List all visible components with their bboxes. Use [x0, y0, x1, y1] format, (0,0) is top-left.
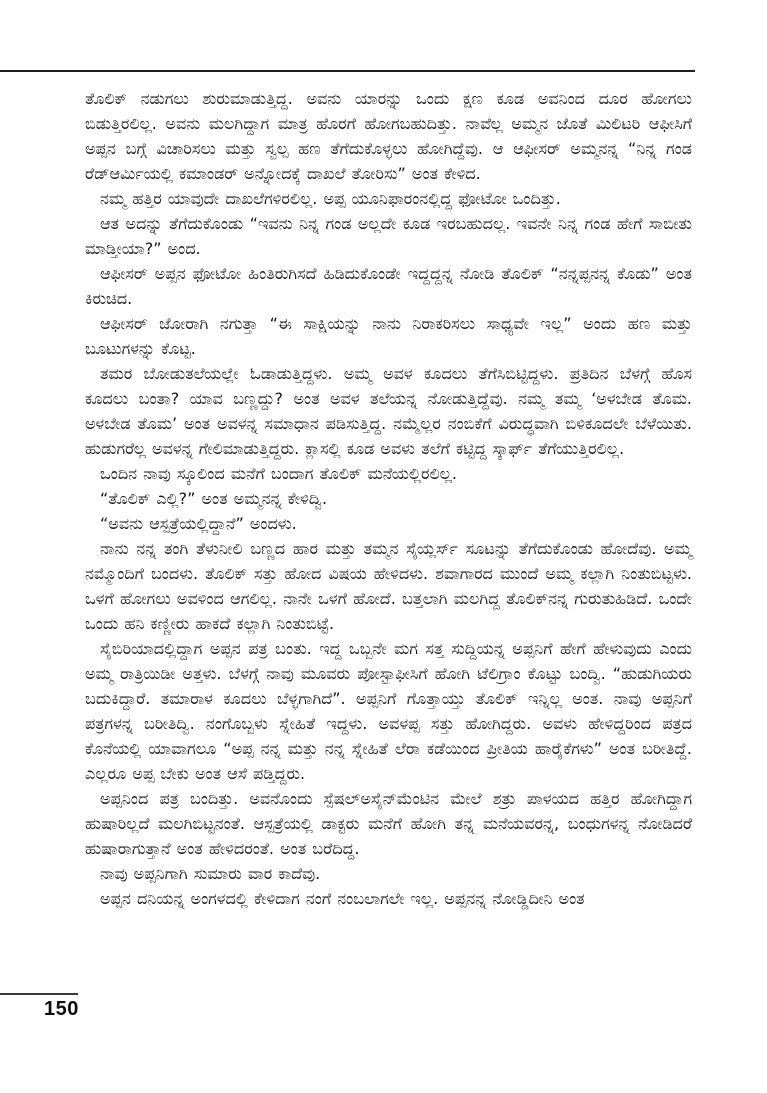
paragraph: ನಮ್ಮ ಹತ್ತಿರ ಯಾವುದೇ ದಾಖಲೆಗಳಿರಲಿಲ್ಲ. ಅಪ್ಪ ಯೂನಿಫಾರಂನಲ್ಲಿದ್ದ ಫೋಟೋ ಒಂದಿತ್ತು. — [100, 189, 561, 208]
paragraph: ಒಂದಿನ ನಾವು ಸ್ಕೂಲಿಂದ ಮನೆಗೆ ಬಂದಾಗ ತೊಲಿಕ್ ಮನೆಯಲ್ಲಿರಲಿಲ್ಲ. — [100, 464, 458, 483]
paragraph: ನಾನು ನನ್ನ ತಂಗಿ ತೆಳುನೀಲಿ ಬಣ್ಣದ ಹಾರ ಮತ್ತು ತಮ್ಮನ ಸೈಯ್ಲರ್ಸ್ ಸೂಟನ್ನು ತೆಗೆದುಕೊಂಡು ಹೋದೆವು. ಅಮ್ಮ ನಮ್ಮೊಂದಿಗೆ ಬಂದಳು. ತೊಲಿಕ್ ಸತ್ತು ಹೋದ ವಿಷಯ ಹೇಳಿದಳು. ಶವಾಗಾರದ ಮುಂದೆ ಅಮ್ಮ ಕಲ್ಲಾಗಿ ನಿಂತುಬಿಟ್ಟಳು. ಒಳಗೆ ಹೋಗಲು ಅವಳಿಂದ ಆಗಲಿಲ್ಲ. ನಾನೇ ಒಳಗೆ ಹೋದೆ. ಬತ್ತಲಾಗಿ ಮಲಗಿದ್ದ ತೊಲಿಕ್‌ನನ್ನ ಗುರುತುಹಿಡಿದೆ. ಒಂದೇ ಒಂದು ಹನಿ ಕಣ್ಣೀರು ಹಾಕದೆ ಕಲ್ಲಾಗಿ ನಿಂತುಬಿಟ್ಟೆ. — [85, 539, 692, 633]
paragraph: ಆಫೀಸರ್ ಜೋರಾಗಿ ನಗುತ್ತಾ “ಈ ಸಾಕ್ಷಿಯನ್ನು ನಾನು ನಿರಾಕರಿಸಲು ಸಾಧ್ಯವೇ ಇಲ್ಲ” ಅಂದು ಹಣ ಮತ್ತು ಬೂಟುಗಳನ್ನು ಕೊಟ್ಟ. — [85, 314, 692, 358]
paragraph: “ತೊಲಿಕ್ ಎಲ್ಲಿ?” ಅಂತ ಅಮ್ಮನನ್ನ ಕೇಳಿದ್ವಿ. — [100, 489, 328, 508]
paragraph: ಸೈಬಿರಿಯಾದಲ್ಲಿದ್ದಾಗ ಅಪ್ಪನ ಪತ್ರ ಬಂತು. ಇದ್ದ ಒಬ್ಬನೇ ಮಗ ಸತ್ತ ಸುದ್ದಿಯನ್ನ ಅಪ್ಪನಿಗೆ ಹೇಗೆ ಹೇಳುವುದು ಎಂದು ಅಮ್ಮ ರಾತ್ರಿಯಿಡೀ ಅತ್ತಳು. ಬೆಳಗ್ಗೆ ನಾವು ಮೂವರು ಪೋಸ್ಟಾಫೀಸಿಗೆ ಹೋಗಿ ಟೆಲಿಗ್ರಾಂ ಕೊಟ್ಟು ಬಂದ್ವಿ. “ಹುಡುಗಿಯರು ಬದುಕಿದ್ದಾರೆ. ತಮಾರಾಳ ಕೂದಲು ಬೆಳ್ಳಗಾಗಿದೆ”. ಅಪ್ಪನಿಗೆ ಗೊತ್ತಾಯ್ತು ತೊಲಿಕ್ ಇನ್ನಿಲ್ಲ ಅಂತ. ನಾವು ಅಪ್ಪನಿಗೆ ಪತ್ರಗಳನ್ನ ಬರೀತಿದ್ವಿ. ನಂಗೊಬ್ಬಳು ಸ್ನೇಹಿತೆ ಇದ್ದಳು. ಅವಳಪ್ಪ ಸತ್ತು ಹೋಗಿದ್ದರು. ಅವಳು ಹೇಳಿದ್ದರಿಂದ ಪತ್ರದ ಕೊನೆಯಲ್ಲಿ ಯಾವಾಗಲೂ “ಅಪ್ಪ ನನ್ನ ಮತ್ತು ನನ್ನ ಸ್ನೇಹಿತೆ ಲೆರಾ ಕಡೆಯಿಂದ ಪ್ರೀತಿಯ ಹಾರೈಕೆಗಳು” ಅಂತ ಬರೀತಿದ್ದೆ. ಎಲ್ಲರೂ ಅಪ್ಪ ಬೇಕು ಅಂತ ಆಸೆ ಪಡ್ತಿದ್ದರು. — [85, 639, 692, 783]
paragraph: ತೊಲಿಕ್ ನಡುಗಲು ಶುರುಮಾಡುತ್ತಿದ್ದ. ಅವನು ಯಾರನ್ನು ಒಂದು ಕ್ಷಣ ಕೂಡ ಅವನಿಂದ ದೂರ ಹೋಗಲು ಬಿಡುತ್ತಿರಲಿಲ್ಲ. ಅವನು ಮಲಗಿದ್ದಾಗ ಮಾತ್ರ ಹೊರಗೆ ಹೋಗಬಹುದಿತ್ತು. ನಾವೆಲ್ಲ ಅಮ್ಮನ ಜೊತೆ ಮಿಲಿಟರಿ ಆಫೀಸಿಗೆ ಅಪ್ಪನ ಬಗ್ಗೆ ವಿಚಾರಿಸಲು ಮತ್ತು ಸ್ವಲ್ಪ ಹಣ ತೆಗೆದುಕೊಳ್ಳಲು ಹೋಗಿದ್ದೆವು. ಆ ಆಫೀಸರ್ ಅಮ್ಮನನ್ನ “ನಿನ್ನ ಗಂಡ ರೆಡ್‌ಆರ್ಮಿಯಲ್ಲಿ ಕಮಾಂಡರ್ ಅನ್ನೋದಕ್ಕೆ ದಾಖಲೆ ತೋರಿಸು” ಅಂತ ಕೇಳಿದ. — [85, 89, 692, 183]
paragraph: “ಅವನು ಆಸ್ಪತ್ರೆಯಲ್ಲಿದ್ದಾನೆ” ಅಂದಳು. — [100, 514, 297, 533]
text-column — [85, 86, 692, 911]
paragraph: ತಮರ ಬೋಡುತಲೆಯಲ್ಲೇ ಓಡಾಡುತ್ತಿದ್ದಳು. ಅಮ್ಮ ಅವಳ ಕೂದಲು ತೆಗೆಸಿಬಿಟ್ಟಿದ್ದಳು. ಪ್ರತಿದಿನ ಬೆಳಗ್ಗೆ ಹೊಸ ಕೂದಲು ಬಂತಾ? ಯಾವ ಬಣ್ಣದ್ದು? ಅಂತ ಅವಳ ತಲೆಯನ್ನ ನೋಡುತ್ತಿದ್ದೆವು. ನಮ್ಮ ತಮ್ಮ ‘ಅಳಬೇಡ ತೊಮ. ಅಳಬೇಡ ತೊಮ’ ಅಂತ ಅವಳನ್ನ ಸಮಾಧಾನ ಪಡಿಸುತ್ತಿದ್ದ. ನಮ್ಮೆಲ್ಲರ ನಂಬಿಕೆಗೆ ವಿರುದ್ಧವಾಗಿ ಬಿಳಿಕೂದಲೇ ಬೆಳೆಯಿತು. ಹುಡುಗರೆಲ್ಲ ಅವಳನ್ನ ಗೇಲಿಮಾಡುತ್ತಿದ್ದರು. ಕ್ಲಾಸಲ್ಲಿ ಕೂಡ ಅವಳು ತಲೆಗೆ ಕಟ್ಟಿದ್ದ ಸ್ಕಾರ್ಫ್ ತೆಗೆಯುತ್ತಿರಲಿಲ್ಲ. — [85, 364, 692, 458]
paragraph: ಅಪ್ಪನ ದನಿಯನ್ನ ಅಂಗಳದಲ್ಲಿ ಕೇಳಿದಾಗ ನಂಗೆ ನಂಬಲಾಗಲೇ ಇಲ್ಲ. ಅಪ್ಪನನ್ನ ನೋಡ್ಡಿದೀನಿ ಅಂತ — [100, 889, 585, 908]
paragraph: ಅಪ್ಪನಿಂದ ಪತ್ರ ಬಂದಿತ್ತು. ಅವನೊಂದು ಸ್ಪೆಷಲ್‌ಅಸೈನ್‌ಮೆಂಟಿನ ಮೇಲೆ ಶತ್ರು ಪಾಳಯದ ಹತ್ತಿರ ಹೋಗಿದ್ದಾಗ ಹುಷಾರಿಲ್ಲದೆ ಮಲಗಿಬಿಟ್ಟನಂತೆ. ಆಸ್ಪತ್ರೆಯಲ್ಲಿ ಡಾಕ್ಟರು ಮನೆಗೆ ಹೋಗಿ ತನ್ನ ಮನೆಯವರನ್ನ, ಬಂಧುಗಳನ್ನ ನೋಡಿದರೆ ಹುಷಾರಾಗುತ್ತಾನೆ ಅಂತ ಹೇಳಿದರಂತೆ. ಅಂತ ಬರೆದಿದ್ದ. — [85, 789, 692, 858]
footer-rule — [0, 993, 78, 995]
page-number: 150 — [44, 998, 79, 1020]
header-rule — [0, 70, 695, 72]
paragraph: ಆತ ಅದನ್ನು ತೆಗೆದುಕೊಂಡು “ಇವನು ನಿನ್ನ ಗಂಡ ಅಲ್ಲದೇ ಕೂಡ ಇರಬಹುದಲ್ಲ. ಇವನೇ ನಿನ್ನ ಗಂಡ ಹೇಗೆ ಸಾಬೀತು ಮಾಡ್ತೀಯಾ?” ಅಂದ. — [85, 214, 692, 258]
paragraph: ಆಫೀಸರ್ ಅಪ್ಪನ ಫೋಟೋ ಹಿಂತಿರುಗಿಸದೆ ಹಿಡಿದುಕೊಂಡೇ ಇದ್ದದ್ದನ್ನ ನೋಡಿ ತೊಲಿಕ್ “ನನ್ನಪ್ಪನನ್ನ ಕೊಡು” ಅಂತ ಕಿರುಚಿದ. — [85, 264, 692, 308]
paragraph: ನಾವು ಅಪ್ಪನಿಗಾಗಿ ಸುಮಾರು ವಾರ ಕಾದೆವು. — [100, 864, 321, 883]
